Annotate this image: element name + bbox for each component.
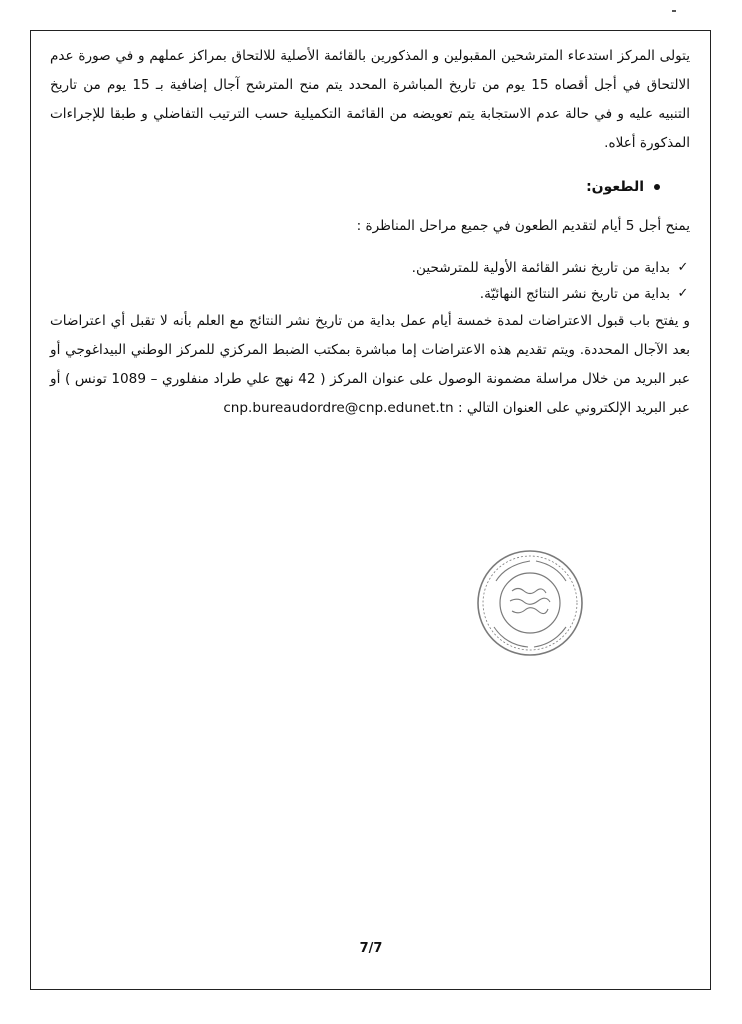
opening-paragraph: يتولى المركز استدعاء المترشحين المقبولين و المذكورين بالقائمة الأصلية للالتحاق بمراكز عملهم و في صورة عدم الالتحاق في أجل أقصاه 15 يوم من تاريخ المباشرة المحدد يتم منح المترشح آجال إضافية بـ 15 يوم من تاريخ التنبيه عليه و في حالة عدم الاستجابة يتم تعويضه من القائمة التكميلية حسب الترتيب التفاضلي و طبقا للإجراءات المذكورة أعلاه. [50,48,690,151]
official-stamp [474,547,586,659]
bullet-dot-icon [654,184,660,190]
appeals-heading: الطعون: [586,179,644,195]
closing-text: و يفتح باب قبول الاعتراضات لمدة خمسة أيام عمل بداية من تاريخ نشر النتائج مع العلم بأنه لا تقبل أي اعتراضات بعد الآجال المحددة. ويتم تقديم هذه الاعتراضات إما مباشرة بمكتب الضبط المركزي للمركز الوطني البيداغوجي أو عبر البريد من خلال مراسلة مضمونة الوصول على عنوان المركز ( 42 نهج علي طراد منفلوري – 1089 تونس ) أو عبر البريد الإلكتروني على العنوان التالي : [50,313,690,416]
stamp-dashed-ring [483,556,577,650]
check-icon: ✓ [677,286,689,301]
stamp-outer-ring [478,551,582,655]
check-icon: ✓ [677,260,689,275]
page-number: 7/7 [359,941,383,956]
document-body [50,42,690,423]
list-item-text: بداية من تاريخ نشر النتائج النهائيّة. [479,286,670,302]
list-item-text: بداية من تاريخ نشر القائمة الأولية للمترشحين. [411,260,670,276]
list-item [50,281,690,307]
appeals-list [50,255,690,307]
stamp-inner-ring [500,573,560,633]
email-address: cnp.bureaudordre@cnp.edunet.tn [223,400,454,416]
appeals-intro: يمنح أجل 5 أيام لتقديم الطعون في جميع مراحل المناظرة : [356,218,690,234]
scan-mark [672,10,676,12]
stamp-lettering [494,561,566,647]
closing-paragraph [50,307,690,423]
list-item [50,255,690,281]
appeals-heading-row [50,172,690,202]
